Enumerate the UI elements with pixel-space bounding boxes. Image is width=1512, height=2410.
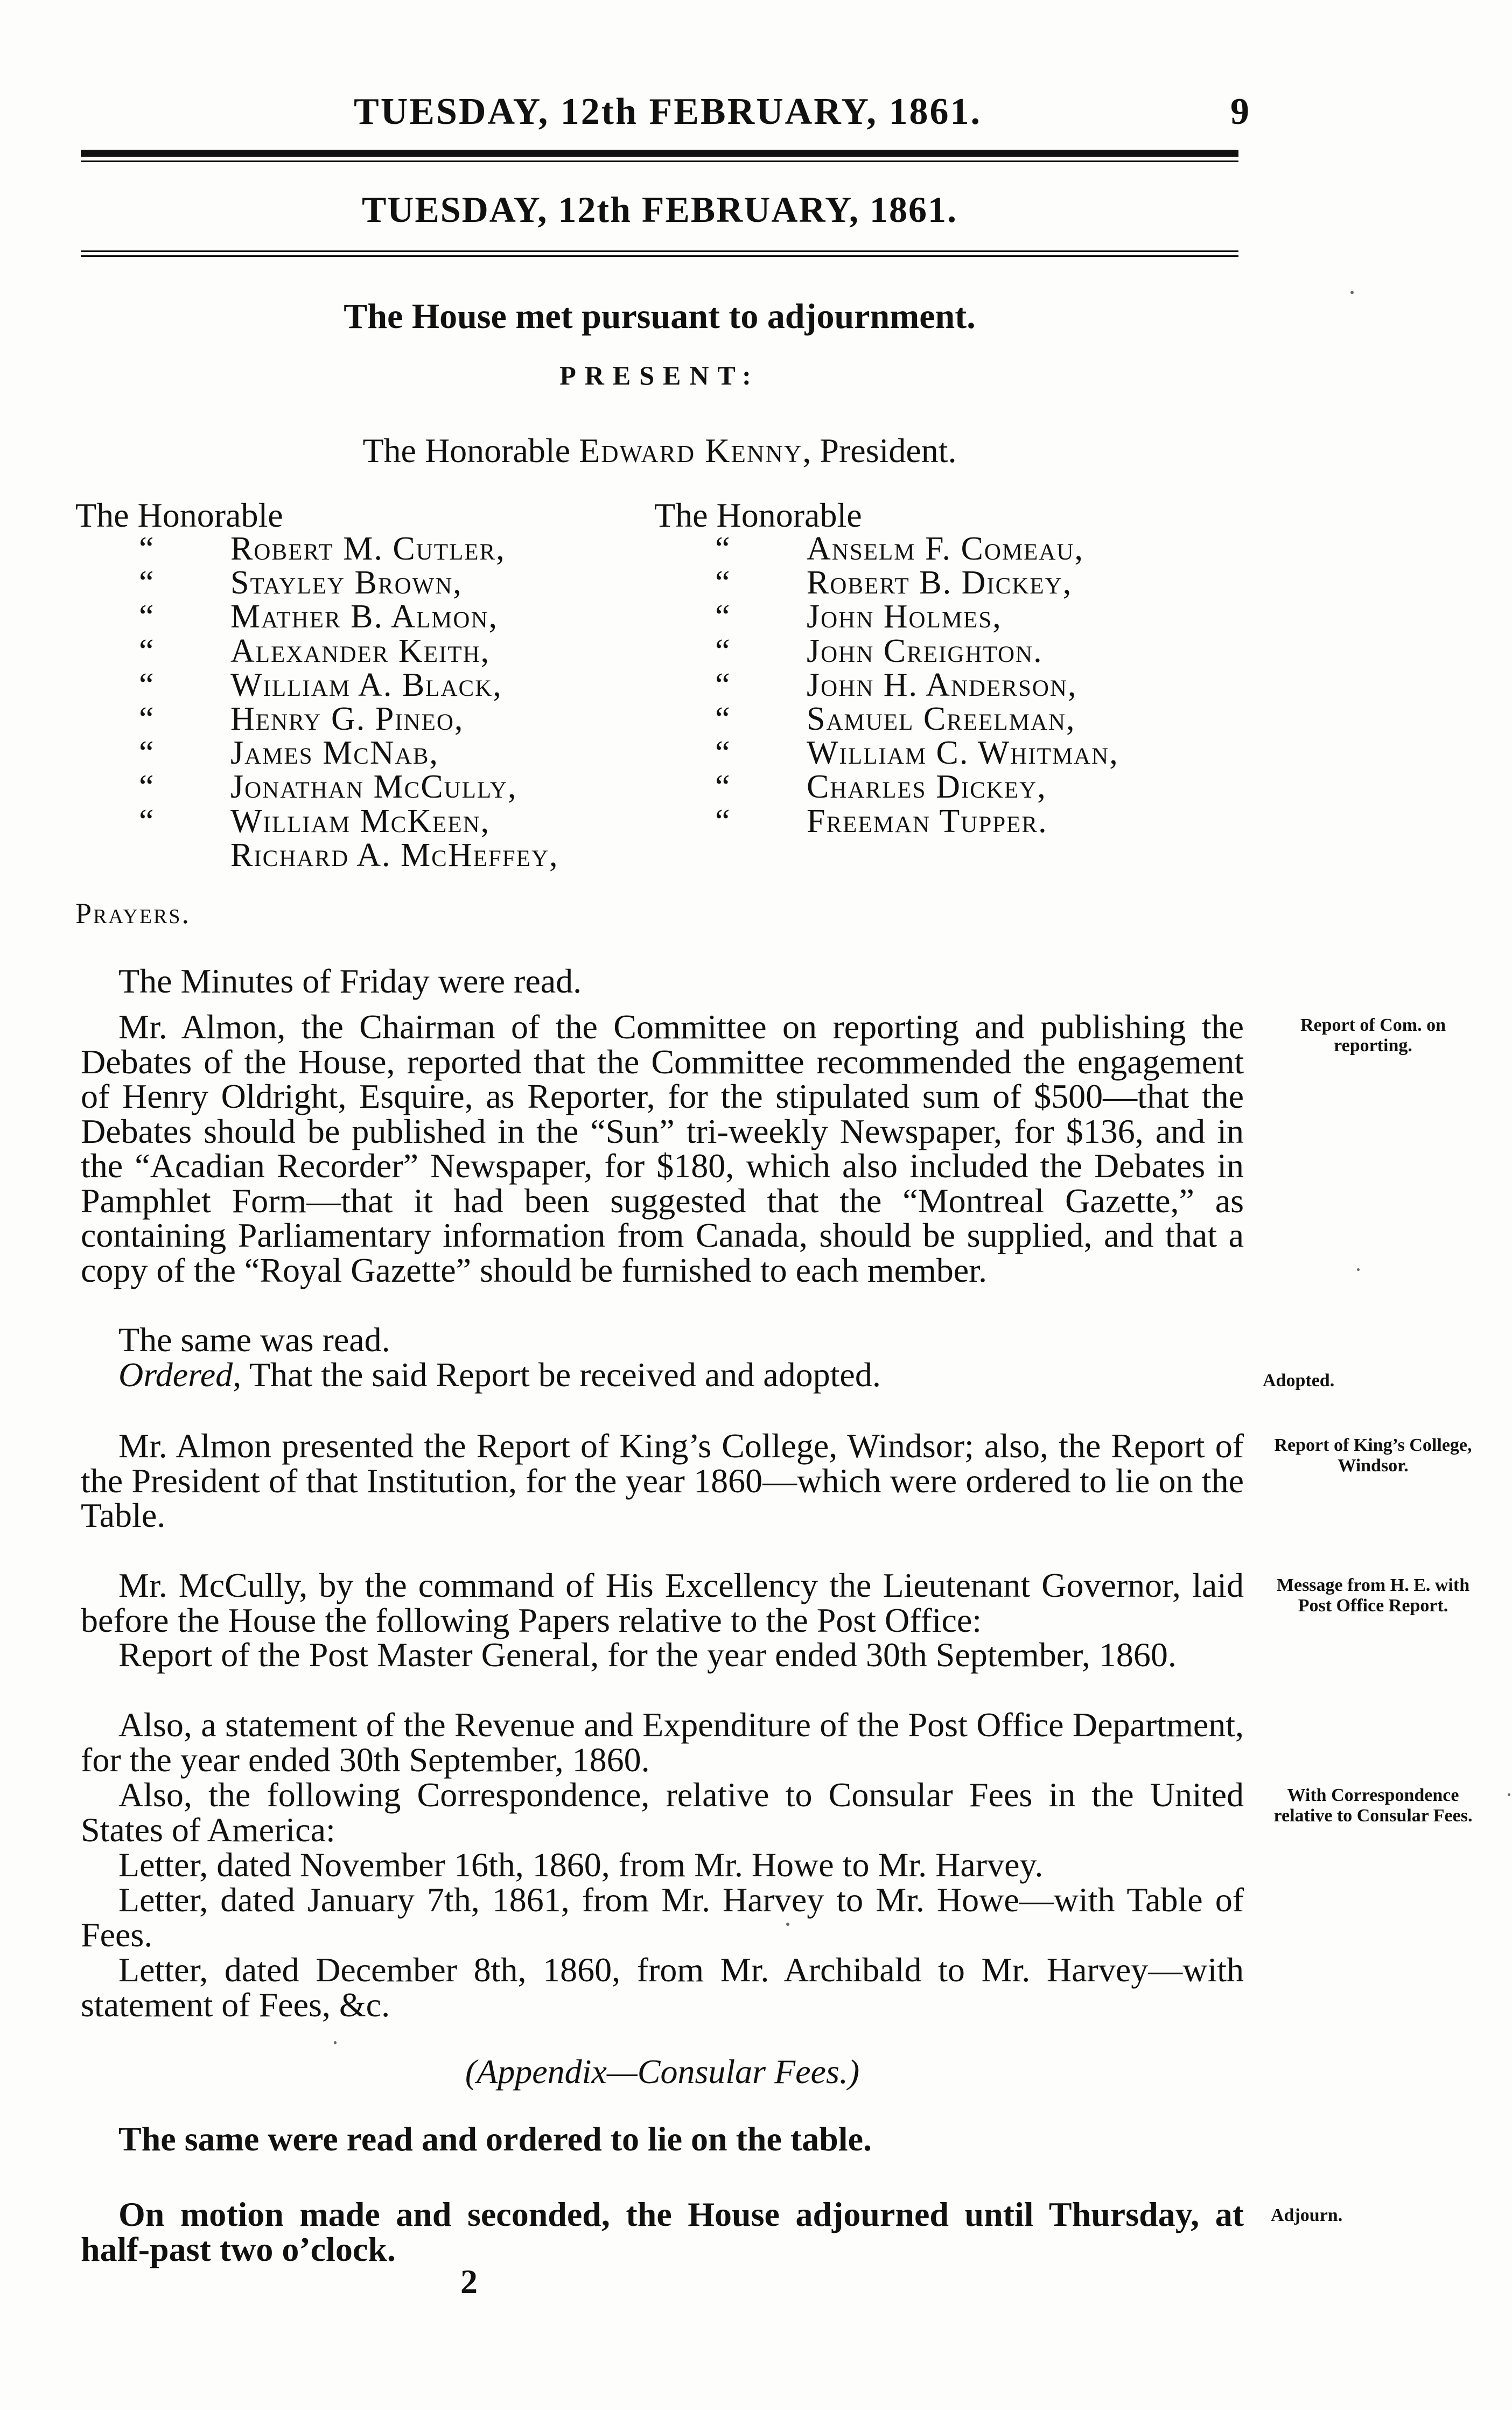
paragraph-revenue: Also, a statement of the Revenue and Expenditure of the Post Office Department, for the year ended 30th September, 1860. (81, 1706, 1244, 1779)
member-name: James McNab, (230, 735, 439, 772)
paragraph-reporting: Mr. Almon, the Chairman of the Committee on reporting and publishing the Debates of the House, reported that the Committee recommended the engagement of Henry Oldright, Esquire, as Reporter, for the stipulated sum of $500—that the Debates should be published in the “Sun” tri-weekly Newspaper, for $136, and in the “Acadian Recorder” Newspaper, for $180, which also included the Debates in Pamphlet Form—that it had been suggested that the “Montreal Gazette,” as containing Parliamentary information from Canada, should be supplied, and that a copy of the “Royal Gazette” should be furnished to each member. (81, 1008, 1244, 1289)
member-entry (85, 634, 559, 668)
member-name: Jonathan McCully, (230, 769, 517, 806)
president-name: Edward Kenny (579, 431, 803, 470)
paragraph-mccully: Mr. McCully, by the command of His Excellency the Lieutenant Governor, laid before the House the following Papers relative to the Post Office: (81, 1566, 1244, 1639)
date-heading: TUESDAY, 12th FEBRUARY, 1861. (361, 189, 958, 230)
members-right-heading: The Honorable (654, 496, 862, 534)
member-name: William McKeen, (230, 802, 491, 840)
member-entry (85, 702, 559, 736)
ditto-mark: “ (139, 598, 154, 635)
member-name: Richard A. McHeffey, (230, 836, 559, 874)
member-entry (661, 702, 1119, 736)
member-entry (85, 566, 559, 600)
ditto-mark: “ (139, 666, 154, 703)
member-name: Mather B. Almon, (230, 598, 498, 635)
section-rule-top (81, 250, 1238, 252)
ditto-mark: “ (139, 530, 154, 567)
margin-note-correspondence: With Correspondence relative to Consular Fees. (1273, 1785, 1473, 1826)
member-name: Robert B. Dickey, (807, 564, 1073, 602)
print-speck (1350, 291, 1354, 294)
ordered-text: That the said Report be received and adopted. (241, 1356, 881, 1394)
ditto-mark: “ (139, 802, 154, 840)
header-rule-thick (81, 150, 1238, 157)
member-name: Freeman Tupper. (807, 802, 1048, 840)
ditto-mark: “ (715, 700, 730, 737)
member-name: Samuel Creelman, (807, 700, 1076, 737)
print-speck (1508, 1793, 1510, 1796)
margin-note-reporting: Report of Com. on reporting. (1300, 1015, 1446, 1056)
member-name: John Holmes, (807, 598, 1002, 635)
met-line: The House met pursuant to adjournment. (344, 297, 976, 336)
signature-mark: 2 (460, 2262, 478, 2301)
ditto-mark: “ (715, 769, 730, 806)
print-speck (334, 2041, 337, 2044)
paragraph-correspondence: Also, the following Correspondence, relative to Consular Fees in the United States of America: (81, 1776, 1244, 1849)
ditto-mark: “ (715, 598, 730, 635)
section-rule-bottom (81, 255, 1238, 257)
paragraph-minutes: The Minutes of Friday were read. (118, 962, 582, 1000)
member-entry (85, 770, 559, 804)
member-entry (661, 736, 1119, 770)
paragraph-ordered (81, 1358, 1244, 1393)
member-name: Robert M. Cutler, (230, 530, 506, 567)
ditto-mark: “ (139, 735, 154, 772)
margin-note-kings-college: Report of King’s College, Windsor. (1274, 1435, 1472, 1476)
member-entry (661, 532, 1119, 566)
paragraph-letter-3: Letter, dated December 8th, 1860, from Mr. Archibald to Mr. Harvey—with statement of Fees, &c. (81, 1951, 1244, 2024)
ditto-mark: “ (139, 564, 154, 602)
ditto-mark: “ (715, 666, 730, 703)
member-entry (85, 600, 559, 634)
member-entry (661, 770, 1119, 804)
member-name: Anselm F. Comeau, (807, 530, 1084, 567)
member-name: William C. Whitman, (807, 735, 1119, 772)
paragraph-kings-college: Mr. Almon presented the Report of King’s College, Windsor; also, the Report of the President of that Institution, for the year 1860—which were ordered to lie on the Table. (81, 1427, 1244, 1534)
prayers-heading: Prayers. (75, 897, 191, 930)
president-suffix: , President. (802, 431, 957, 470)
member-entry (85, 668, 559, 702)
print-speck (1357, 1268, 1360, 1271)
member-entry (661, 566, 1119, 600)
member-entry (85, 802, 559, 840)
president-prefix: The Honorable (362, 431, 571, 470)
paragraph-same-read: The same was read. (118, 1321, 390, 1359)
member-entry (661, 600, 1119, 634)
print-speck (786, 1923, 789, 1926)
page-number: 9 (1230, 91, 1249, 132)
member-name: Charles Dickey, (807, 769, 1047, 806)
ditto-mark: “ (715, 802, 730, 840)
margin-note-adjourn: Adjourn. (1271, 2205, 1343, 2225)
members-left-list (85, 532, 559, 872)
ditto-mark: “ (715, 632, 730, 669)
ditto-mark: “ (715, 530, 730, 567)
ordered-label: Ordered, (118, 1356, 242, 1394)
present-label: PRESENT: (559, 360, 760, 390)
ditto-mark: “ (139, 700, 154, 737)
member-name: John H. Anderson, (807, 666, 1077, 703)
member-name: Stayley Brown, (230, 564, 463, 602)
member-entry (661, 802, 1119, 840)
member-name: Alexander Keith, (230, 632, 491, 669)
paragraph-same-table: The same were read and ordered to lie on the table. (118, 2120, 872, 2158)
header-rule-thin (81, 160, 1238, 162)
member-name: William A. Black, (230, 666, 502, 703)
ditto-mark: “ (715, 564, 730, 602)
member-entry (85, 836, 559, 874)
appendix-note: (Appendix—Consular Fees.) (465, 2052, 860, 2091)
member-entry (661, 634, 1119, 668)
member-name: John Creighton. (807, 632, 1043, 669)
member-name: Henry G. Pineo, (230, 700, 464, 737)
member-entry (85, 532, 559, 566)
paragraph-pmg-report: Report of the Post Master General, for the year ended 30th September, 1860. (118, 1636, 1177, 1674)
paragraph-letter-2: Letter, dated January 7th, 1861, from Mr. Harvey to Mr. Howe—with Table of Fees. (81, 1881, 1244, 1954)
ditto-mark: “ (715, 735, 730, 772)
president-line (81, 431, 1238, 471)
member-entry (661, 668, 1119, 702)
members-left-heading: The Honorable (75, 496, 283, 534)
running-head: TUESDAY, 12th FEBRUARY, 1861. (354, 91, 982, 132)
member-entry (85, 736, 559, 770)
paragraph-adjourn: On motion made and seconded, the House adjourned until Thursday, at half-past two o’clock. (81, 2195, 1244, 2268)
ditto-mark: “ (139, 632, 154, 669)
members-right-list (661, 532, 1119, 839)
paragraph-letter-1: Letter, dated November 16th, 1860, from Mr. Howe to Mr. Harvey. (118, 1846, 1044, 1884)
margin-note-message: Message from H. E. with Post Office Report. (1276, 1575, 1470, 1616)
ditto-mark: “ (139, 769, 154, 806)
margin-note-adopted: Adopted. (1263, 1371, 1335, 1391)
